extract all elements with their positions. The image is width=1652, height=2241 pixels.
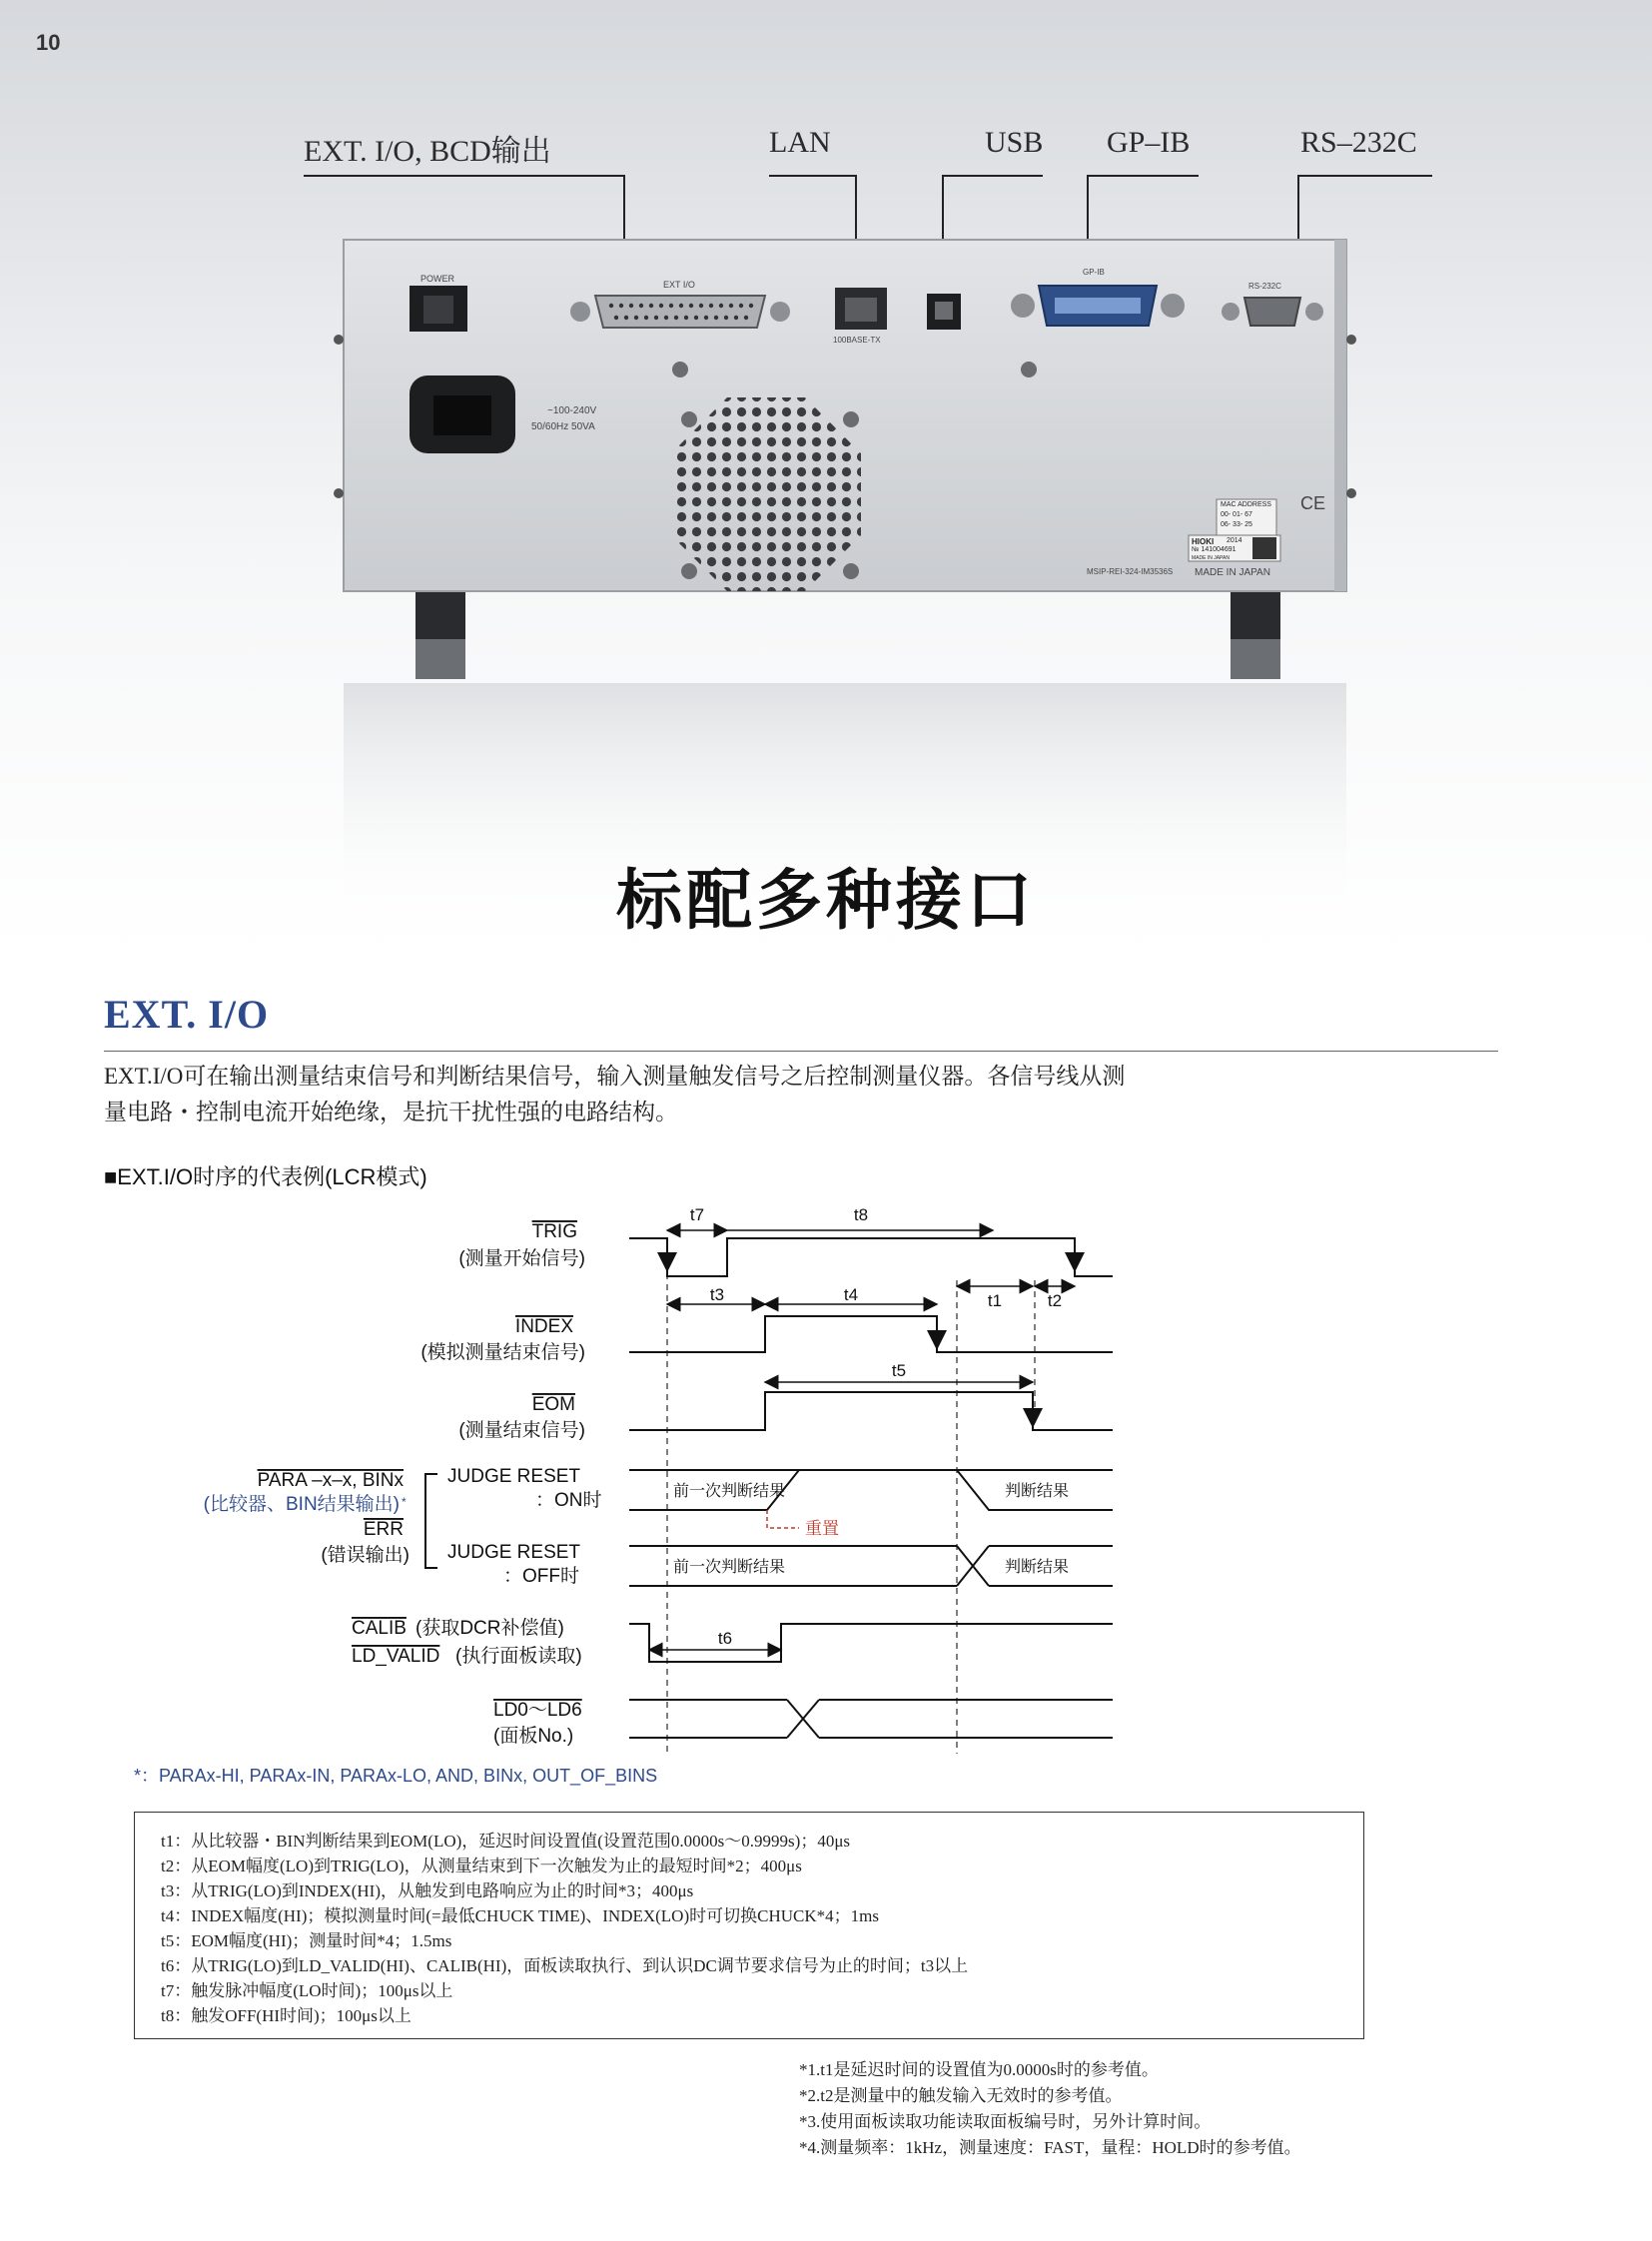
para-label: PARA –x–x, BINx	[257, 1470, 404, 1491]
timing-row-t3: t3：从TRIG(LO)到INDEX(HI)，从触发到电路响应为止的时间*3；400μs	[161, 1881, 694, 1900]
ld-valid-desc: (执行面板读取)	[455, 1646, 582, 1667]
ld-label: LD0～LD6	[493, 1700, 582, 1721]
index-desc: (模拟测量结束信号)	[420, 1342, 585, 1363]
rs232c-port-label: RS-232C	[1248, 282, 1281, 291]
power-label: POWER	[420, 274, 455, 284]
para-desc: (比较器、BIN结果输出)	[203, 1494, 400, 1515]
hero-title: 标配多种接口	[616, 865, 1036, 938]
ce-mark: CE	[1300, 493, 1326, 513]
note-2: *2.t2是测量中的触发输入无效时的参考值。	[799, 2086, 1123, 2105]
callout-lan: LAN	[769, 126, 831, 159]
mac-address-line1: 00- 01- 67	[1221, 511, 1252, 518]
timing-row-t1: t1：从比较器・BIN判断结果到EOM(LO)，延迟时间设置值(设置范围0.0000s～0.9999s)；40μs	[161, 1832, 851, 1851]
prev-result-on: 前一次判断结果	[673, 1483, 786, 1500]
ext-io-port-label: EXT I/O	[663, 280, 695, 290]
ld-valid-label: LD_VALID	[352, 1646, 440, 1667]
t8-label: t8	[853, 1205, 869, 1224]
timing-row-t6: t6：从TRIG(LO)到LD_VALID(HI)、CALIB(HI)，面板读取执行、到认识DC调节要求信号为止的时间；t3以上	[161, 1956, 969, 1975]
note-4: *4.测量频率：1kHz，测量速度：FAST，量程：HOLD时的参考值。	[799, 2138, 1301, 2157]
timing-row-t8: t8：触发OFF(HI时间)；100μs以上	[161, 2006, 412, 2025]
made-in-japan-label: MADE IN JAPAN	[1195, 567, 1270, 578]
t4-label: t4	[843, 1285, 859, 1304]
msip-label: MSIP-REI-324-IM3536S	[1087, 567, 1174, 576]
lan-port-label: 100BASE-TX	[833, 336, 881, 345]
judge-reset-on-label: JUDGE RESET	[447, 1466, 581, 1487]
callout-rs232c: RS–232C	[1300, 126, 1417, 159]
intro-line-1: EXT.I/O可在输出测量结束信号和判断结果信号，输入测量触发信号之后控制测量仪器。各信号线从测	[104, 1064, 1126, 1089]
err-label: ERR	[363, 1519, 404, 1540]
result-off: 判断结果	[1005, 1559, 1070, 1576]
reset-label: 重置	[805, 1519, 839, 1538]
voltage-label: ~100-240V	[547, 405, 597, 416]
note-3: *3.使用面板读取功能读取面板编号时，另外计算时间。	[799, 2112, 1212, 2131]
result-on: 判断结果	[1005, 1483, 1070, 1500]
gpib-port-label: GP-IB	[1083, 268, 1105, 277]
section-intro	[104, 1059, 1282, 1130]
t5-label: t5	[891, 1361, 907, 1380]
calib-desc: (获取DCR补偿值)	[415, 1618, 564, 1639]
err-desc: (错误输出)	[321, 1545, 410, 1566]
mac-address-title: MAC ADDRESS	[1221, 501, 1271, 508]
para-footnote-mark: *	[402, 1495, 407, 1509]
judge-reset-off-label: JUDGE RESET	[447, 1542, 581, 1563]
intro-line-2: 量电路・控制电流开始绝缘，是抗干扰性强的电路结构。	[104, 1100, 678, 1124]
page-number: 10	[36, 30, 61, 55]
eom-label: EOM	[531, 1394, 575, 1415]
ld-desc: (面板No.)	[493, 1726, 574, 1747]
callout-usb: USB	[985, 126, 1044, 159]
instrument-rear-panel	[0, 0, 1652, 959]
index-label: INDEX	[514, 1316, 573, 1337]
eom-desc: (测量结束信号)	[458, 1420, 585, 1441]
timing-diagram	[0, 1188, 1652, 1768]
judge-reset-off-state: ：OFF时	[503, 1566, 579, 1587]
trig-desc: (测量开始信号)	[458, 1248, 585, 1269]
year-label: 2014	[1227, 537, 1242, 544]
prev-result-off: 前一次判断结果	[673, 1559, 786, 1576]
timing-row-t7: t7：触发脉冲幅度(LO时间)；100μs以上	[161, 1981, 453, 2000]
section-title: EXT. I/O	[104, 992, 270, 1037]
frequency-label: 50/60Hz 50VA	[531, 421, 595, 432]
mac-address-line2: 06- 33- 25	[1221, 521, 1252, 528]
t6-label: t6	[717, 1629, 733, 1648]
callout-ext-io: EXT. I/O, BCD输出	[304, 135, 551, 168]
diagram-title: ■EXT.I/O时序的代表例(LCR模式)	[104, 1164, 427, 1189]
timing-table	[134, 1812, 1364, 2039]
made-in-japan-small: MADE IN JAPAN	[1192, 555, 1230, 561]
timing-row-t2: t2：从EOM幅度(LO)到TRIG(LO)，从测量结束到下一次触发为止的最短时间*2；400μs	[161, 1857, 802, 1875]
t2-label: t2	[1047, 1291, 1063, 1310]
signal-footnote: *：PARAx-HI, PARAx-IN, PARAx-LO, AND, BINx, OUT_OF_BINS	[134, 1766, 658, 1786]
edge-arrows	[667, 1248, 1075, 1426]
brand-label: HIOKI	[1192, 537, 1215, 546]
callout-gpib: GP–IB	[1107, 126, 1191, 159]
section-divider	[104, 1051, 1498, 1052]
t1-label: t1	[987, 1291, 1003, 1310]
timing-row-t4: t4：INDEX幅度(HI)；模拟测量时间(=最低CHUCK TIME)、INDEX(LO)时可切换CHUCK*4；1ms	[161, 1906, 879, 1925]
trig-label: TRIG	[531, 1221, 577, 1242]
note-1: *1.t1是延迟时间的设置值为0.0000s时的参考值。	[799, 2060, 1159, 2079]
calib-label: CALIB	[352, 1618, 407, 1639]
t7-label: t7	[689, 1205, 705, 1224]
t3-label: t3	[709, 1285, 725, 1304]
judge-reset-on-state: ：ON时	[535, 1490, 602, 1511]
timing-row-t5: t5：EOM幅度(HI)；测量时间*4；1.5ms	[161, 1931, 452, 1950]
serial-label: № 141004691	[1192, 546, 1237, 553]
